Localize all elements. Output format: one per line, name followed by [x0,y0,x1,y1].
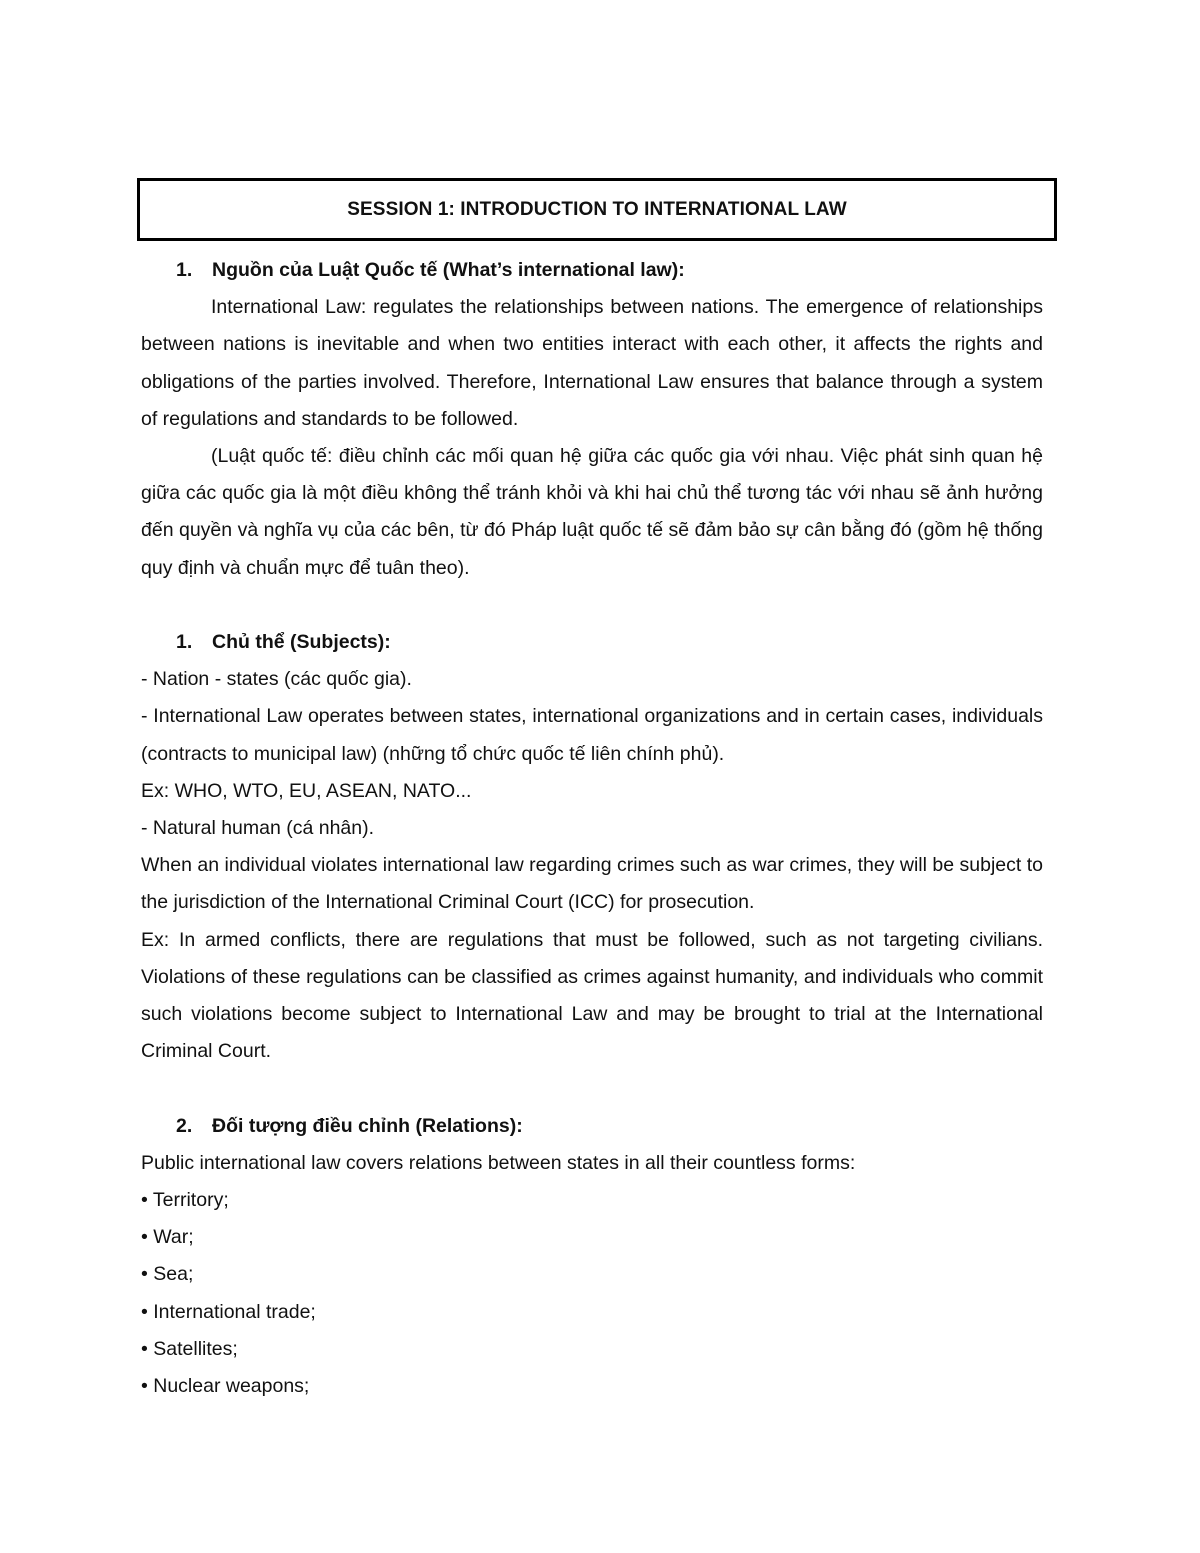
section-number: 1. [176,631,193,654]
text-line: - Nation - states (các quốc gia). [141,668,412,691]
spacer [141,1070,1043,1107]
paragraph-vietnamese-definition: (Luật quốc tế: điều chỉnh các mối quan hệ giữa các quốc gia với nhau. Việc phát sinh quan hệ giữa các quốc gia là một điều không thể tránh khỏi và khi hai chủ thể tương tác với nhau sẽ ảnh hưởng đến quyền và nghĩa vụ của các bên, từ đó Pháp luật quốc tế sẽ đảm bảo sự cân bằng đó (gồm hệ thống quy định và chuẩn mực để tuân theo). [141,445,1043,579]
bullet-item: • Sea; [141,1263,194,1286]
section-title: Nguồn của Luật Quốc tế (What’s international law): [212,259,685,281]
bullet-item: • Satellites; [141,1337,238,1360]
text-line: Public international law covers relations between states in all their countless forms: [141,1151,856,1174]
section-heading-relations [141,1108,1043,1145]
session-title-box [137,178,1057,241]
document-body [141,252,1043,1405]
bullet-item: • International trade; [141,1300,316,1323]
session-title: SESSION 1: INTRODUCTION TO INTERNATIONAL LAW [347,198,847,220]
section-title: Chủ thể (Subjects): [212,631,391,654]
section-number: 1. [176,259,193,281]
text-line: Ex: WHO, WTO, EU, ASEAN, NATO... [141,779,472,802]
bullet-item: • War; [141,1226,194,1249]
text-line: When an individual violates international law regarding crimes such as war crimes, they will be subject to the jurisdiction of the International Criminal Court (ICC) for prosecution. [141,854,1043,914]
section-title: Đối tượng điều chỉnh (Relations): [212,1114,523,1137]
bullet-item: • Nuclear weapons; [141,1375,310,1398]
text-line: Ex: In armed conflicts, there are regulations that must be followed, such as not targeting civilians. Violations of these regulations can be classified as crimes against humanity, and individuals who commit such violations become subject to International Law and may be brought to trial at the International Criminal Court. [141,928,1043,1063]
spacer [141,587,1043,624]
text-line: - International Law operates between states, international organizations and in certain cases, individuals (contracts to municipal law) (những tổ chức quốc tế liên chính phủ). [141,705,1043,765]
paragraph-english-definition: International Law: regulates the relationships between nations. The emergence of relationships between nations is inevitable and when two entities interact with each other, it affects the rights and obligations of the parties involved. Therefore, International Law ensures that balance through a system of regulations and standards to be followed. [141,296,1043,430]
text-line: - Natural human (cá nhân). [141,817,375,840]
section-number: 2. [176,1114,193,1137]
section-heading-subjects [141,624,1043,661]
bullet-item: • Territory; [141,1189,229,1212]
section-heading-sources [141,252,1043,289]
